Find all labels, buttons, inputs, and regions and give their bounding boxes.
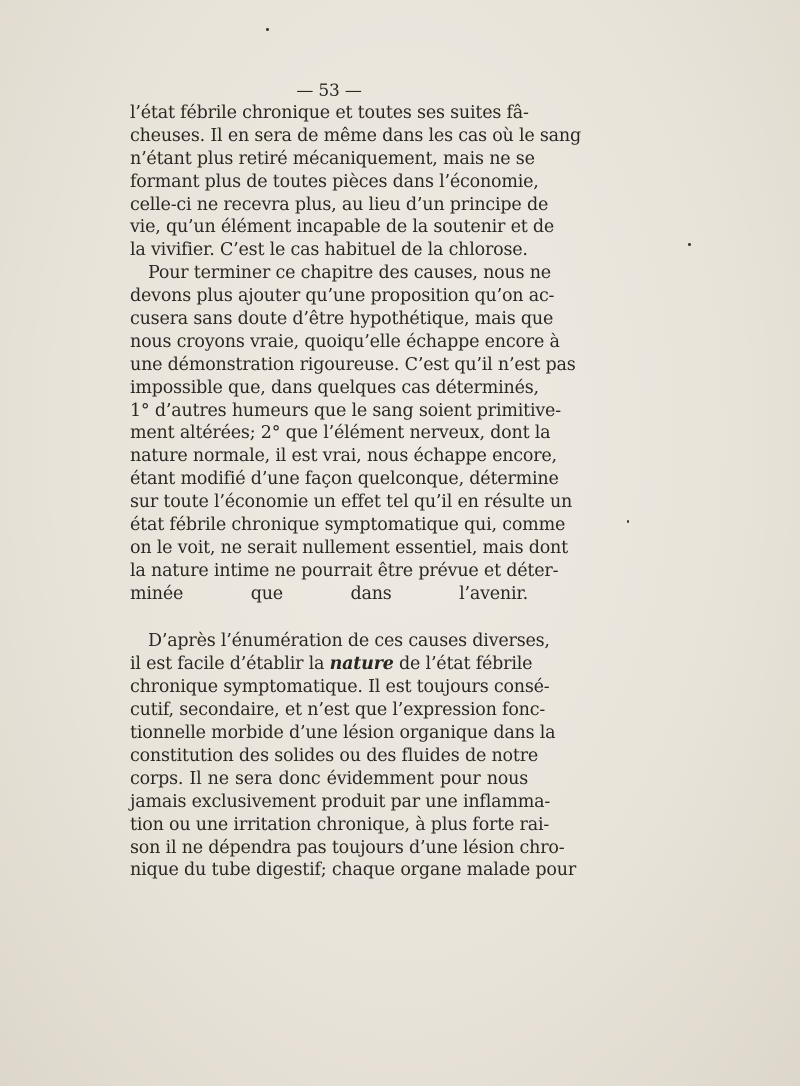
text-line: vie, qu’un élément incapable de la soutenir et de	[130, 217, 555, 238]
text-line: cusera sans doute d’être hypothétique, mais que	[130, 309, 554, 330]
page-text	[130, 80, 581, 882]
text-line: ment altérées; 2° que l’élément nerveux, dont la	[130, 423, 551, 444]
text-line: corps. Il ne sera donc évidemment pour nous	[130, 768, 528, 789]
text-line: nous croyons vraie, quoiqu’elle échappe encore à	[130, 331, 560, 352]
text-line: Pour terminer ce chapitre des causes, nous ne	[148, 263, 551, 284]
text-line: une démonstration rigoureuse. C’est qu’il n’est pas	[130, 354, 576, 375]
ink-speck	[627, 520, 629, 523]
text-line: nature normale, il est vrai, nous échappe encore,	[130, 446, 557, 467]
text-line: jamais exclusivement produit par une inflamma-	[130, 791, 551, 812]
text-fragment: il est facile d’établir la	[130, 654, 330, 675]
text-line: la nature intime ne pourrait être prévue et déter-	[130, 560, 559, 581]
text-line: étant modifié d’une façon quelconque, détermine	[130, 469, 559, 490]
page-number: — 53 —	[296, 81, 362, 101]
text-line: la vivifier. C’est le cas habituel de la chlorose.	[130, 240, 528, 261]
text-line: chronique symptomatique. Il est toujours consé-	[130, 677, 550, 698]
paragraph-3	[130, 630, 577, 882]
text-line: minée que dans l’avenir.	[130, 583, 528, 604]
text-line: n’étant plus retiré mécaniquement, mais ne se	[130, 148, 535, 169]
ink-speck	[688, 243, 691, 246]
text-line: son il ne dépendra pas toujours d’une lésion chro-	[130, 837, 565, 858]
emphasized-word: nature	[329, 654, 394, 675]
text-line: sur toute l’économie un effet tel qu’il en résulte un	[130, 492, 573, 513]
text-line: état fébrile chronique symptomatique qui, comme	[130, 515, 566, 536]
text-line: cutif, secondaire, et n’est que l’expression fonc-	[130, 700, 546, 721]
text-line: impossible que, dans quelques cas déterminés,	[130, 377, 539, 398]
text-line: formant plus de toutes pièces dans l’économie,	[130, 171, 539, 192]
text-line: D’après l’énumération de ces causes diverses,	[148, 631, 550, 652]
ink-speck	[266, 28, 269, 31]
paragraph-2	[130, 262, 576, 628]
text-line	[130, 606, 528, 629]
text-line: devons plus ajouter qu’une proposition qu’on ac-	[130, 286, 555, 307]
text-line: cheuses. Il en sera de même dans les cas où le sang	[130, 125, 581, 146]
text-line: celle-ci ne recevra plus, au lieu d’un principe de	[130, 194, 549, 215]
text-line: nique du tube digestif; chaque organe malade pour	[130, 860, 577, 881]
text-fragment: de l’état fébrile	[393, 654, 533, 675]
paragraph-1	[130, 102, 581, 262]
text-line: 1° d’autres humeurs que le sang soient primitive-	[130, 400, 561, 421]
text-line: constitution des solides ou des fluides de notre	[130, 745, 539, 766]
text-line: tionnelle morbide d’une lésion organique dans la	[130, 723, 556, 744]
text-line	[130, 653, 533, 676]
text-line: on le voit, ne serait nullement essentiel, mais dont	[130, 537, 568, 558]
text-line: tion ou une irritation chronique, à plus forte rai-	[130, 814, 550, 835]
text-line: l’état fébrile chronique et toutes ses suites fâ-	[130, 103, 529, 123]
